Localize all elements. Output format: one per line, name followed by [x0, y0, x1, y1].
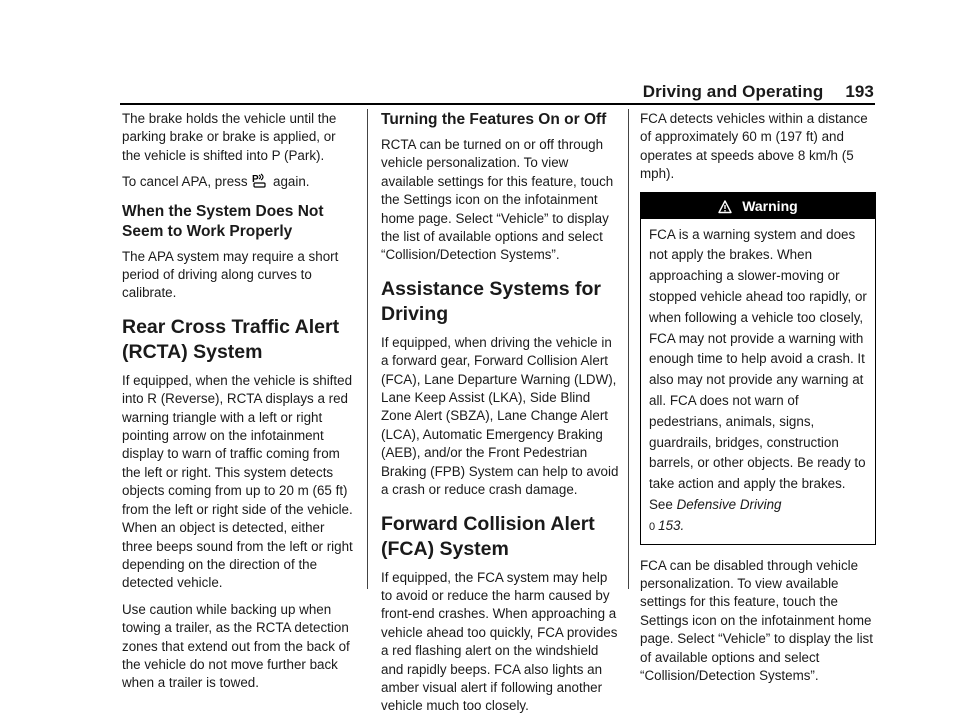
paragraph: If equipped, when the vehicle is shifted into R (Reverse), RCTA displays a red warning triangle with a left or right pointing arrow on the infotainment display to warn of traffic coming from the left or right. This system detects objects coming from up to 20 m (65 ft) from the left or right side of the vehicle. When an object is detected, either three beeps sound from the left or right depending on the direction of the detected vehicle. — [122, 372, 353, 591]
paragraph: If equipped, the FCA system may help to avoid or reduce the harm caused by front-end crashes. When approaching a vehicle ahead too quickly, FCA provides a red flashing alert on the windshield and rapidly beeps. FCA also lights an amber visual alert if following another vehicle much too closely. — [381, 569, 618, 714]
column-divider — [628, 109, 629, 589]
warning-box — [640, 192, 876, 545]
paragraph: FCA can be disabled through vehicle personalization. To view available settings for this feature, touch the Settings icon on the infotainment home page. Select “Vehicle” to display the list of available options and select “Collision/Detection Systems”. — [640, 557, 873, 684]
paragraph: Use caution while backing up when towing a trailer, as the RCTA detection zones that extend out from the back of the vehicle do not move further back when a trailer is towed. — [122, 601, 350, 691]
park-assist-icon — [252, 173, 268, 193]
heading: Rear Cross Traffic Alert (RCTA) System — [122, 315, 340, 363]
text: again. — [273, 174, 310, 190]
header-rule — [120, 103, 875, 105]
page-number: 193 — [845, 82, 874, 101]
column-left — [122, 110, 354, 701]
cross-reference-link[interactable]: Defensive Driving 0 153. — [649, 496, 782, 533]
warning-triangle-icon — [718, 198, 742, 214]
heading: Assistance Systems for Driving — [381, 277, 602, 325]
column-right — [640, 110, 876, 693]
xref-title: Defensive Driving — [676, 496, 782, 512]
warning-text: FCA is a warning system and does not apply the brakes. When approaching a slower-moving or stopped vehicle ahead too rapidly, or when following a vehicle too closely, FCA may not provide a warning with enough time to help avoid a crash. It also may not provide any warning at all. FCA does not warn of pedestrians, animals, signs, guardrails, bridges, construction barrels, or other objects. Be ready to take action and apply the brakes. See — [649, 226, 867, 512]
warning-body — [641, 219, 875, 544]
paragraph — [122, 173, 354, 193]
heading: Forward Collision Alert (FCA) System — [381, 512, 595, 560]
heading: Turning the Features On or Off — [381, 111, 607, 128]
svg-text:P: P — [252, 174, 259, 186]
warning-header — [641, 193, 875, 219]
text: To cancel APA, press — [122, 174, 248, 190]
column-middle — [381, 110, 619, 724]
xref-page: 153 — [658, 517, 681, 533]
section-title: Driving and Operating — [642, 82, 824, 101]
paragraph: The APA system may require a short period of driving along curves to calibrate. — [122, 248, 339, 301]
paragraph: The brake holds the vehicle until the parking brake or brake is applied, or the vehicle is shifted into P (Park). — [122, 111, 337, 163]
column-divider — [367, 109, 368, 589]
warning-title: Warning — [742, 197, 798, 214]
heading: When the System Does Not Seem to Work Properly — [122, 202, 324, 240]
page-arrow-icon: 0 — [649, 520, 656, 533]
paragraph: If equipped, when driving the vehicle in a forward gear, Forward Collision Alert (FCA), Lane Departure Warning (LDW), Lane Keep Assist (LKA), Side Blind Zone Alert (SBZA), Lane Change Alert (LCA), Automatic Emergency Braking (AEB), and/or the Front Pedestrian Braking (FPB) System can help to avoid a crash or reduce crash damage. — [381, 334, 619, 498]
page-header — [643, 82, 874, 102]
paragraph: FCA detects vehicles within a distance of approximately 60 m (197 ft) and operates at speeds above 8 km/h (5 mph). — [640, 111, 868, 182]
paragraph: RCTA can be turned on or off through vehicle personalization. To view available settings for this feature, touch the Settings icon on the infotainment home page. Select “Vehicle” to display the list of available options and select “Collision/Detection Systems”. — [381, 137, 614, 263]
